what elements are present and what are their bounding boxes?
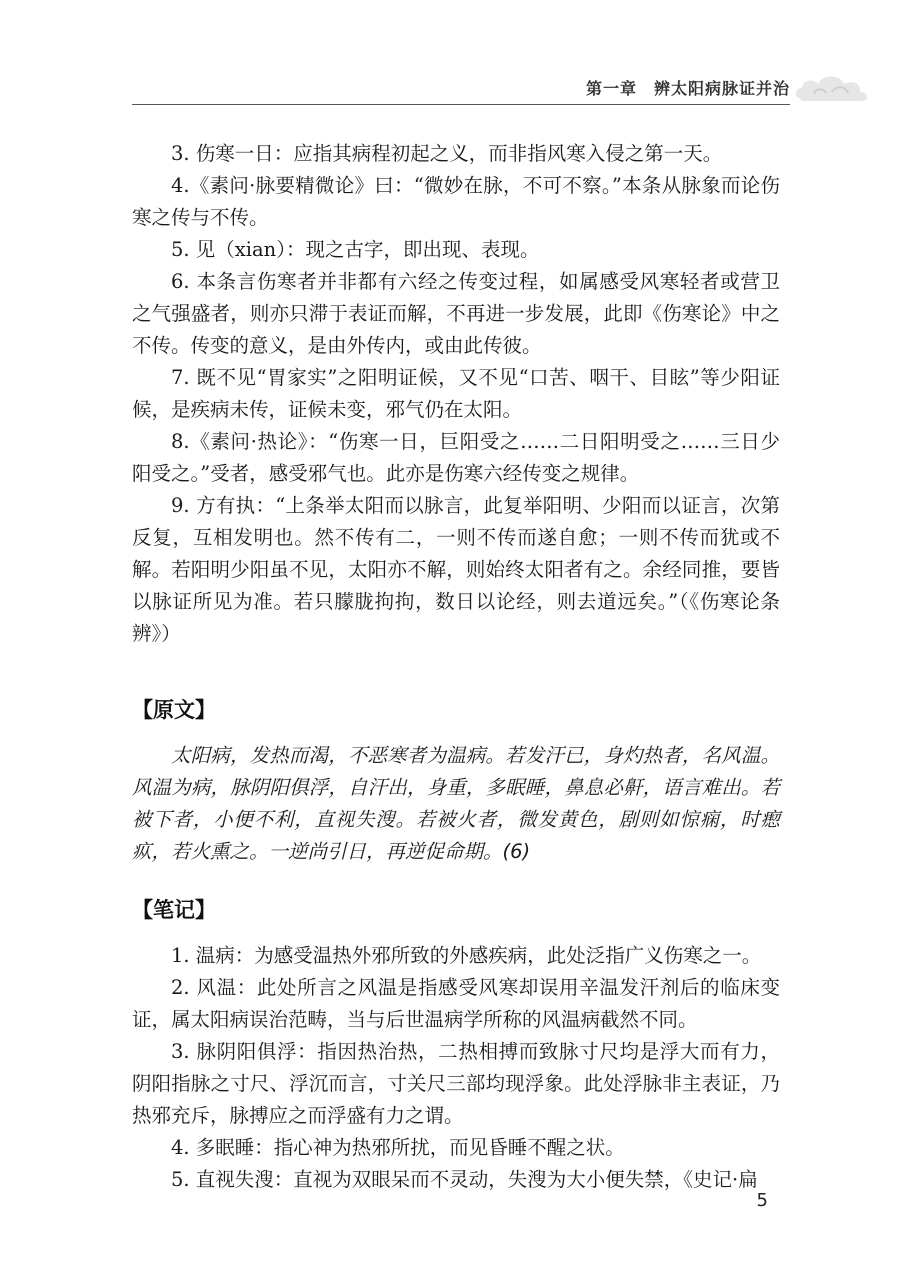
- original-heading: 【原文】: [132, 698, 216, 722]
- original-section: [132, 740, 780, 868]
- notes-bottom: [132, 940, 780, 1196]
- original-text: 太阳病，发热而渴，不恶寒者为温病。若发汗已，身灼热者，名风温。风温为病，脉阴阳俱浮，自汗出，身重，多眠睡，鼻息必鼾，语言难出。若被下者，小便不利，直视失溲。若被火者，微发黄色，剧则如惊痫，时瘛疭，若火熏之。一逆尚引日，再逆促命期。(6): [132, 744, 780, 863]
- note-item: 3. 脉阴阳俱浮：指因热治热，二热相搏而致脉寸尺均是浮大而有力，阴阳指脉之寸尺、浮沉而言，寸关尺三部均现浮象。此处浮脉非主表证，乃热邪充斥，脉搏应之而浮盛有力之谓。: [132, 1040, 780, 1127]
- note-item: 9. 方有执：“上条举太阳而以脉言，此复举阳明、少阳而以证言，次第反复，互相发明也。然不传有二，一则不传而遂自愈；一则不传而犹或不解。若阳明少阳虽不见，太阳亦不解，则始终太阳者有之。余经同推，要皆以脉证所见为准。若只朦胧拘拘，数日以论经，则去道远矣。”（《伤寒论条辨》）: [132, 494, 780, 645]
- chapter-title: 第一章 辨太阳病脉证并治: [585, 79, 790, 98]
- note-item: 6. 本条言伤寒者并非都有六经之传变过程，如属感受风寒轻者或营卫之气强盛者，则亦只滞于表证而解，不再进一步发展，此即《伤寒论》中之不传。传变的意义，是由外传内，或由此传彼。: [132, 270, 780, 357]
- note-item: 3. 伤寒一日：应指其病程初起之义，而非指风寒入侵之第一天。: [171, 142, 723, 165]
- note-item: 4.《素问·脉要精微论》曰：“微妙在脉，不可不察。”本条从脉象而论伤寒之传与不传。: [132, 174, 780, 229]
- note-item: 2. 风温：此处所言之风温是指感受风寒却误用辛温发汗剂后的临床变证，属太阳病误治范畴，当与后世温病学所称的风温病截然不同。: [132, 976, 780, 1031]
- cloud-ornament-icon: [792, 70, 872, 110]
- notes-heading: 【笔记】: [132, 898, 216, 922]
- note-item: 4. 多眠睡：指心神为热邪所扰，而见昏睡不醒之状。: [171, 1136, 625, 1159]
- page-content: [132, 138, 780, 1196]
- note-item: 7. 既不见“胃家实”之阳明证候，又不见“口苦、咽干、目眩”等少阳证候，是疾病未传，证候未变，邪气仍在太阳。: [132, 366, 780, 421]
- note-item: 1. 温病：为感受温热外邪所致的外感疾病，此处泛指广义伤寒之一。: [171, 944, 762, 967]
- note-item: 8.《素问·热论》：“伤寒一日，巨阳受之……二日阳明受之……三日少阳受之。”受者，感受邪气也。此亦是伤寒六经传变之规律。: [132, 430, 780, 485]
- page-number: 5: [756, 1190, 768, 1211]
- header-rule: [132, 104, 790, 105]
- note-item: 5. 见（xian）：现之古字，即出现、表现。: [171, 238, 540, 261]
- notes-top: [132, 138, 780, 650]
- running-header: [132, 70, 900, 106]
- note-item: 5. 直视失溲：直视为双眼呆而不灵动，失溲为大小便失禁，《史记·扁: [171, 1168, 758, 1191]
